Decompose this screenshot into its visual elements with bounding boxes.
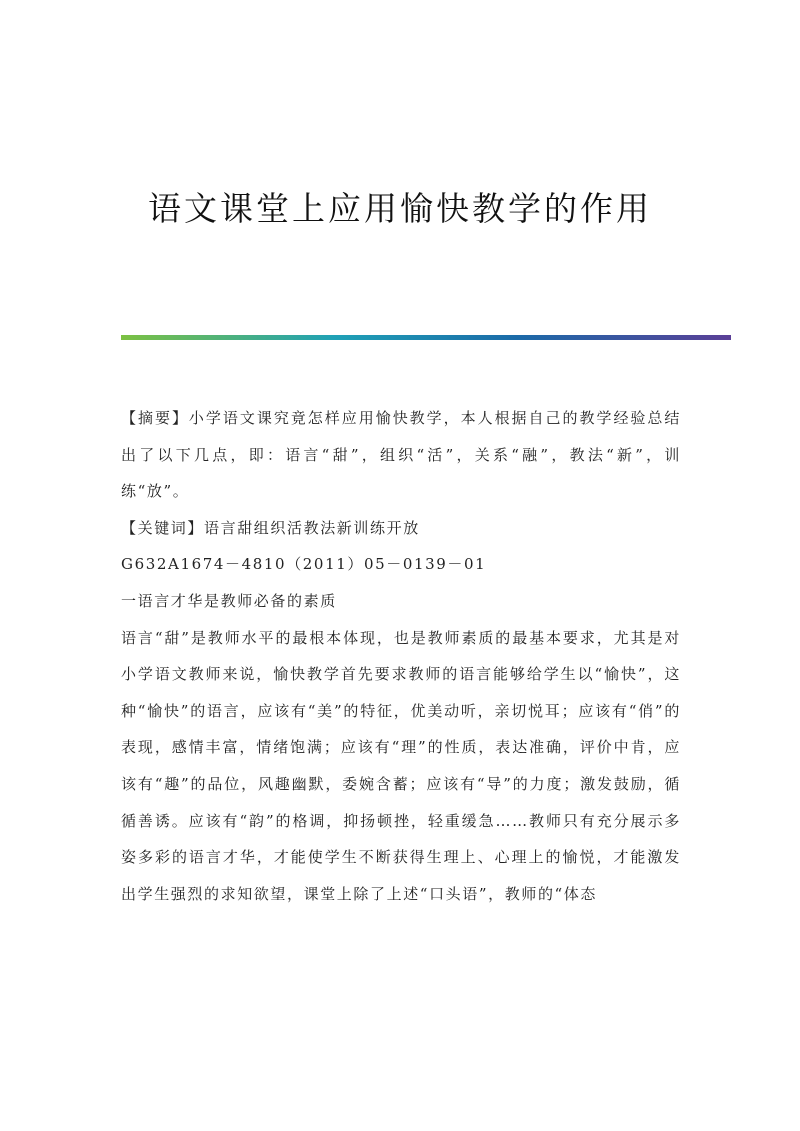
title-divider: [121, 335, 731, 340]
section-heading: 一语言才华是教师必备的素质: [121, 591, 337, 610]
classification-code: G632A1674－4810（2011）05－0139－01: [121, 555, 487, 574]
document-body: [121, 400, 681, 912]
abstract-paragraph: 【摘要】小学语文课究竟怎样应用愉快教学，本人根据自己的教学经验总结出了以下几点，即：语言“甜”，组织“活”，关系“融”，教法“新”，训练“放”。: [121, 409, 681, 501]
body-paragraph: 语言“甜”是教师水平的最根本体现，也是教师素质的最基本要求，尤其是对小学语文教师来说，愉快教学首先要求教师的语言能够给学生以“愉快”，这种“愉快”的语言，应该有“美”的特征，优美动听，亲切悦耳；应该有“俏”的表现，感情丰富，情绪饱满；应该有“理”的性质，表达准确，评价中肯，应该有“趣”的品位，风趣幽默，委婉含蓄；应该有“导”的力度；激发鼓励，循循善诱。应该有“韵”的格调，抑扬顿挫，轻重缓急……教师只有充分展示多姿多彩的语言才华，才能使学生不断获得生理上、心理上的愉悦，才能激发出学生强烈的求知欲望，课堂上除了上述“口头语”，教师的“体态: [121, 628, 681, 903]
keywords-paragraph: 【关键词】语言甜组织活教法新训练开放: [121, 518, 420, 537]
page-title: 语文课堂上应用愉快教学的作用: [148, 189, 652, 228]
